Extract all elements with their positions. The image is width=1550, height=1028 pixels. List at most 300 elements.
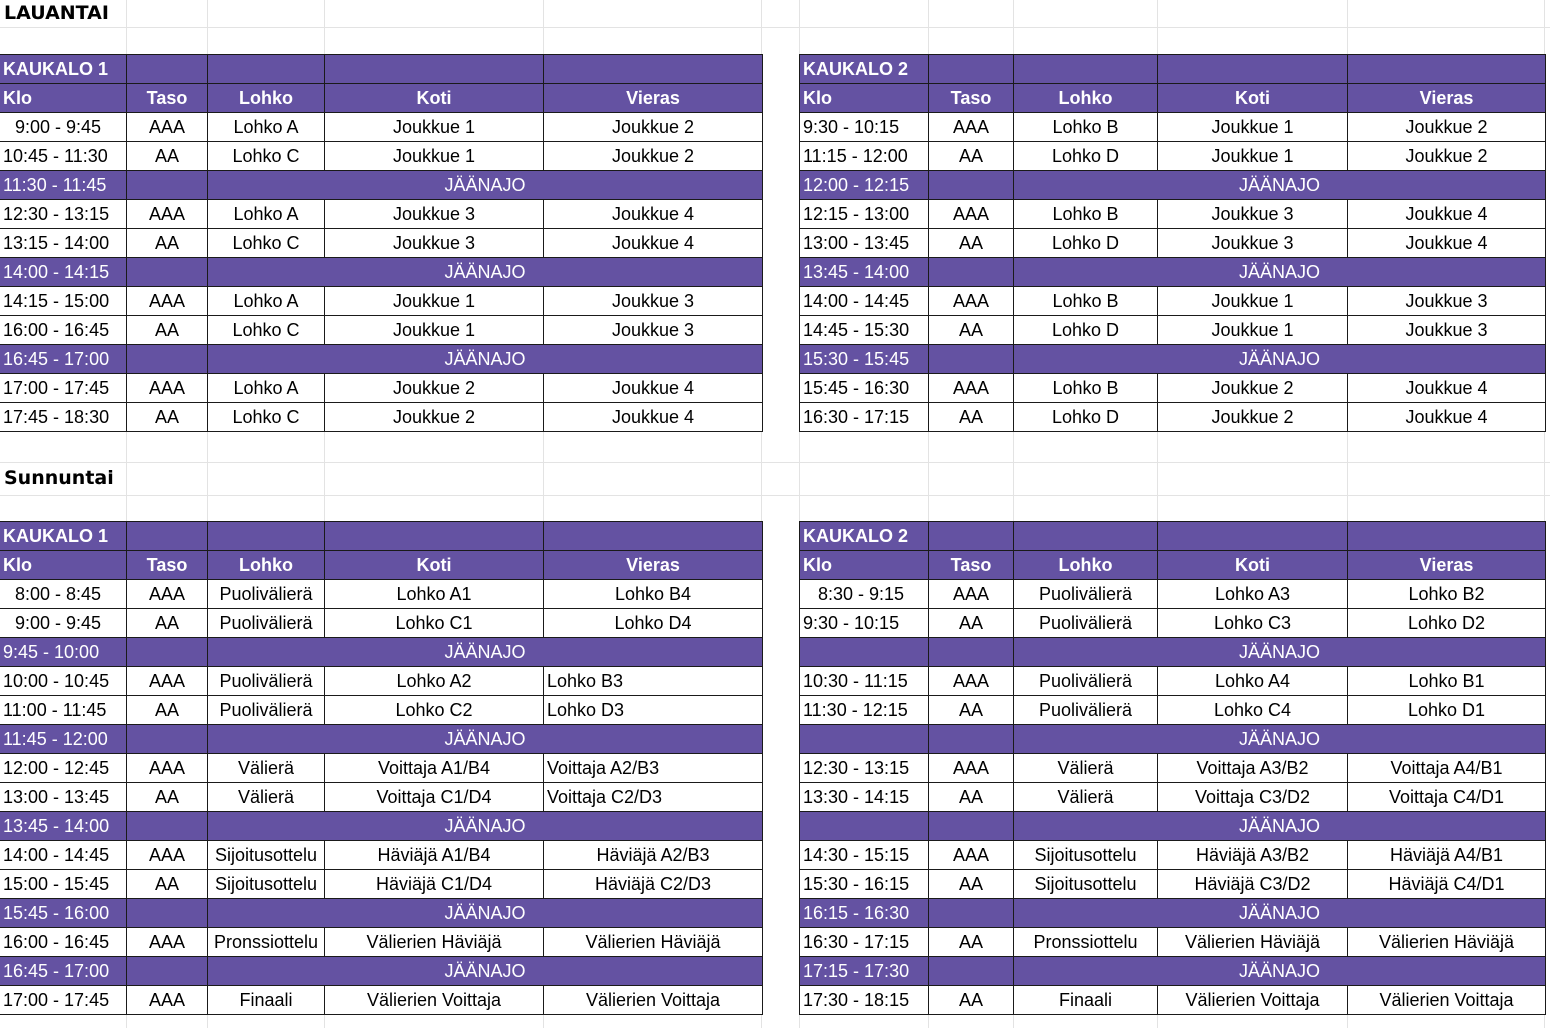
group-cell[interactable]: Lohko C bbox=[208, 403, 325, 432]
home-team-cell[interactable]: Joukkue 3 bbox=[1158, 229, 1348, 258]
resurfacing-label[interactable]: JÄÄNAJO bbox=[1014, 725, 1546, 754]
home-team-cell[interactable]: Joukkue 2 bbox=[1158, 374, 1348, 403]
group-cell[interactable]: Puolivälierä bbox=[1014, 667, 1158, 696]
home-team-cell[interactable]: Välierien Voittaja bbox=[325, 986, 544, 1015]
home-team-cell[interactable]: Joukkue 3 bbox=[325, 229, 544, 258]
empty-cell[interactable] bbox=[127, 725, 208, 754]
away-team-cell[interactable]: Voittaja A4/B1 bbox=[1348, 754, 1546, 783]
saturday-rink1-table bbox=[0, 54, 763, 432]
home-team-cell[interactable]: Välierien Voittaja bbox=[1158, 986, 1348, 1015]
match-row bbox=[0, 200, 763, 229]
away-team-cell[interactable]: Joukkue 2 bbox=[544, 142, 763, 171]
group-cell[interactable]: Välierä bbox=[208, 754, 325, 783]
level-cell[interactable]: AAA bbox=[929, 200, 1014, 229]
header-vieras[interactable]: Vieras bbox=[1348, 84, 1546, 113]
away-team-cell[interactable]: Joukkue 4 bbox=[544, 229, 763, 258]
resurfacing-label[interactable]: JÄÄNAJO bbox=[1014, 899, 1546, 928]
away-team-cell[interactable]: Välierien Häviäjä bbox=[1348, 928, 1546, 957]
level-cell[interactable]: AA bbox=[929, 403, 1014, 432]
away-team-cell[interactable]: Joukkue 3 bbox=[1348, 287, 1546, 316]
level-cell[interactable]: AAA bbox=[929, 374, 1014, 403]
grid-line bbox=[0, 462, 1550, 463]
group-cell[interactable]: Välierä bbox=[1014, 783, 1158, 812]
match-row bbox=[0, 870, 763, 899]
level-cell[interactable]: AAA bbox=[127, 200, 208, 229]
home-team-cell[interactable]: Joukkue 1 bbox=[325, 113, 544, 142]
away-team-cell[interactable]: Joukkue 2 bbox=[1348, 113, 1546, 142]
header-klo[interactable]: Klo bbox=[0, 551, 127, 580]
empty-header-cell[interactable] bbox=[544, 55, 763, 84]
home-team-cell[interactable]: Häviäjä C1/D4 bbox=[325, 870, 544, 899]
time-cell[interactable]: 14:00 - 14:15 bbox=[0, 258, 127, 287]
level-cell[interactable]: AA bbox=[127, 609, 208, 638]
away-team-cell[interactable]: Voittaja C2/D3 bbox=[544, 783, 763, 812]
time-cell[interactable]: 11:15 - 12:00 bbox=[800, 142, 929, 171]
empty-header-cell[interactable] bbox=[208, 522, 325, 551]
time-cell[interactable]: 15:30 - 15:45 bbox=[800, 345, 929, 374]
header-taso[interactable]: Taso bbox=[127, 551, 208, 580]
grid-line bbox=[0, 495, 1550, 496]
away-team-cell[interactable]: Häviäjä C4/D1 bbox=[1348, 870, 1546, 899]
header-koti[interactable]: Koti bbox=[325, 551, 544, 580]
group-cell[interactable]: Puolivälierä bbox=[1014, 696, 1158, 725]
home-team-cell[interactable]: Joukkue 3 bbox=[1158, 200, 1348, 229]
time-cell[interactable]: 12:30 - 13:15 bbox=[0, 200, 127, 229]
rink-name-cell[interactable]: KAUKALO 2 bbox=[800, 55, 929, 84]
rink-name-row bbox=[800, 55, 1546, 84]
ice-resurfacing-row bbox=[0, 899, 763, 928]
level-cell[interactable]: AA bbox=[929, 609, 1014, 638]
home-team-cell[interactable]: Lohko C1 bbox=[325, 609, 544, 638]
time-cell[interactable] bbox=[800, 725, 929, 754]
match-row bbox=[800, 754, 1546, 783]
time-cell[interactable]: 13:45 - 14:00 bbox=[800, 258, 929, 287]
header-lohko[interactable]: Lohko bbox=[208, 84, 325, 113]
time-cell[interactable]: 10:30 - 11:15 bbox=[800, 667, 929, 696]
group-cell[interactable]: Lohko B bbox=[1014, 113, 1158, 142]
home-team-cell[interactable]: Välierien Häviäjä bbox=[325, 928, 544, 957]
level-cell[interactable]: AAA bbox=[929, 667, 1014, 696]
level-cell[interactable]: AAA bbox=[127, 928, 208, 957]
time-cell[interactable]: 9:00 - 9:45 bbox=[0, 113, 127, 142]
group-cell[interactable]: Välierä bbox=[1014, 754, 1158, 783]
level-cell[interactable]: AA bbox=[127, 696, 208, 725]
time-cell[interactable]: 14:45 - 15:30 bbox=[800, 316, 929, 345]
level-cell[interactable]: AAA bbox=[127, 113, 208, 142]
group-cell[interactable]: Puolivälierä bbox=[208, 580, 325, 609]
away-team-cell[interactable]: Joukkue 3 bbox=[1348, 316, 1546, 345]
resurfacing-label[interactable]: JÄÄNAJO bbox=[208, 258, 763, 287]
resurfacing-label[interactable]: JÄÄNAJO bbox=[1014, 171, 1546, 200]
home-team-cell[interactable]: Joukkue 3 bbox=[325, 200, 544, 229]
group-cell[interactable]: Pronssiottelu bbox=[1014, 928, 1158, 957]
home-team-cell[interactable]: Voittaja C1/D4 bbox=[325, 783, 544, 812]
time-cell[interactable]: 13:15 - 14:00 bbox=[0, 229, 127, 258]
empty-header-cell[interactable] bbox=[208, 55, 325, 84]
ice-resurfacing-row bbox=[0, 957, 763, 986]
home-team-cell[interactable]: Häviäjä A1/B4 bbox=[325, 841, 544, 870]
time-cell[interactable]: 9:30 - 10:15 bbox=[800, 609, 929, 638]
time-cell[interactable]: 13:00 - 13:45 bbox=[800, 229, 929, 258]
match-row bbox=[0, 783, 763, 812]
away-team-cell[interactable]: Joukkue 2 bbox=[544, 113, 763, 142]
match-row bbox=[0, 287, 763, 316]
header-vieras[interactable]: Vieras bbox=[544, 84, 763, 113]
empty-cell[interactable] bbox=[929, 345, 1014, 374]
away-team-cell[interactable]: Joukkue 4 bbox=[1348, 403, 1546, 432]
home-team-cell[interactable]: Häviäjä A3/B2 bbox=[1158, 841, 1348, 870]
header-taso[interactable]: Taso bbox=[127, 84, 208, 113]
time-cell[interactable]: 14:30 - 15:15 bbox=[800, 841, 929, 870]
away-team-cell[interactable]: Häviäjä A2/B3 bbox=[544, 841, 763, 870]
header-lohko[interactable]: Lohko bbox=[208, 551, 325, 580]
empty-header-cell[interactable] bbox=[929, 522, 1014, 551]
home-team-cell[interactable]: Voittaja A3/B2 bbox=[1158, 754, 1348, 783]
match-row bbox=[0, 696, 763, 725]
header-vieras[interactable]: Vieras bbox=[1348, 551, 1546, 580]
away-team-cell[interactable]: Välierien Voittaja bbox=[1348, 986, 1546, 1015]
empty-header-cell[interactable] bbox=[544, 522, 763, 551]
level-cell[interactable]: AA bbox=[929, 142, 1014, 171]
time-cell[interactable]: 12:30 - 13:15 bbox=[800, 754, 929, 783]
rink-name-cell[interactable]: KAUKALO 1 bbox=[0, 522, 127, 551]
header-taso[interactable]: Taso bbox=[929, 84, 1014, 113]
group-cell[interactable]: Pronssiottelu bbox=[208, 928, 325, 957]
home-team-cell[interactable]: Lohko C4 bbox=[1158, 696, 1348, 725]
level-cell[interactable]: AAA bbox=[929, 841, 1014, 870]
level-cell[interactable]: AAA bbox=[127, 841, 208, 870]
time-cell[interactable]: 9:00 - 9:45 bbox=[0, 609, 127, 638]
empty-cell[interactable] bbox=[929, 171, 1014, 200]
group-cell[interactable]: Sijoitusottelu bbox=[1014, 870, 1158, 899]
group-cell[interactable]: Lohko D bbox=[1014, 229, 1158, 258]
group-cell[interactable]: Lohko B bbox=[1014, 374, 1158, 403]
away-team-cell[interactable]: Lohko B4 bbox=[544, 580, 763, 609]
group-cell[interactable]: Finaali bbox=[208, 986, 325, 1015]
group-cell[interactable]: Puolivälierä bbox=[1014, 609, 1158, 638]
group-cell[interactable]: Sijoitusottelu bbox=[208, 870, 325, 899]
away-team-cell[interactable]: Lohko D1 bbox=[1348, 696, 1546, 725]
home-team-cell[interactable]: Joukkue 1 bbox=[1158, 113, 1348, 142]
level-cell[interactable]: AAA bbox=[929, 113, 1014, 142]
away-team-cell[interactable]: Joukkue 4 bbox=[1348, 374, 1546, 403]
group-cell[interactable]: Lohko A bbox=[208, 374, 325, 403]
rink-name-cell[interactable]: KAUKALO 1 bbox=[0, 55, 127, 84]
match-row bbox=[800, 986, 1546, 1015]
away-team-cell[interactable]: Lohko D3 bbox=[544, 696, 763, 725]
empty-header-cell[interactable] bbox=[325, 522, 544, 551]
level-cell[interactable]: AAA bbox=[127, 754, 208, 783]
group-cell[interactable]: Lohko D bbox=[1014, 142, 1158, 171]
ice-resurfacing-row bbox=[800, 812, 1546, 841]
column-header-row bbox=[0, 84, 763, 113]
resurfacing-label[interactable]: JÄÄNAJO bbox=[208, 812, 763, 841]
resurfacing-label[interactable]: JÄÄNAJO bbox=[208, 899, 763, 928]
header-taso[interactable]: Taso bbox=[929, 551, 1014, 580]
away-team-cell[interactable]: Häviäjä A4/B1 bbox=[1348, 841, 1546, 870]
group-cell[interactable]: Lohko C bbox=[208, 316, 325, 345]
resurfacing-label[interactable]: JÄÄNAJO bbox=[208, 345, 763, 374]
empty-cell[interactable] bbox=[929, 899, 1014, 928]
empty-header-cell[interactable] bbox=[1158, 522, 1348, 551]
home-team-cell[interactable]: Häviäjä C3/D2 bbox=[1158, 870, 1348, 899]
away-team-cell[interactable]: Joukkue 4 bbox=[544, 403, 763, 432]
away-team-cell[interactable]: Välierien Voittaja bbox=[544, 986, 763, 1015]
ice-resurfacing-row bbox=[0, 638, 763, 667]
home-team-cell[interactable]: Joukkue 1 bbox=[325, 287, 544, 316]
empty-header-cell[interactable] bbox=[1014, 522, 1158, 551]
level-cell[interactable]: AA bbox=[929, 316, 1014, 345]
match-row bbox=[800, 142, 1546, 171]
time-cell[interactable]: 14:00 - 14:45 bbox=[0, 841, 127, 870]
time-cell[interactable] bbox=[800, 812, 929, 841]
time-cell[interactable]: 13:45 - 14:00 bbox=[0, 812, 127, 841]
empty-header-cell[interactable] bbox=[1348, 55, 1546, 84]
header-klo[interactable]: Klo bbox=[800, 551, 929, 580]
ice-resurfacing-row bbox=[800, 171, 1546, 200]
time-cell[interactable]: 12:00 - 12:15 bbox=[800, 171, 929, 200]
time-cell[interactable]: 17:15 - 17:30 bbox=[800, 957, 929, 986]
time-cell[interactable]: 17:00 - 17:45 bbox=[0, 986, 127, 1015]
empty-cell[interactable] bbox=[929, 638, 1014, 667]
time-cell[interactable]: 12:00 - 12:45 bbox=[0, 754, 127, 783]
header-lohko[interactable]: Lohko bbox=[1014, 84, 1158, 113]
ice-resurfacing-row bbox=[0, 258, 763, 287]
empty-header-cell[interactable] bbox=[127, 522, 208, 551]
match-row bbox=[800, 113, 1546, 142]
header-lohko[interactable]: Lohko bbox=[1014, 551, 1158, 580]
empty-cell[interactable] bbox=[929, 812, 1014, 841]
level-cell[interactable]: AA bbox=[127, 783, 208, 812]
time-cell[interactable]: 14:00 - 14:45 bbox=[800, 287, 929, 316]
time-cell[interactable]: 11:45 - 12:00 bbox=[0, 725, 127, 754]
home-team-cell[interactable]: Joukkue 2 bbox=[325, 374, 544, 403]
home-team-cell[interactable]: Lohko C2 bbox=[325, 696, 544, 725]
level-cell[interactable]: AA bbox=[127, 142, 208, 171]
group-cell[interactable]: Finaali bbox=[1014, 986, 1158, 1015]
level-cell[interactable]: AA bbox=[929, 696, 1014, 725]
level-cell[interactable]: AAA bbox=[929, 287, 1014, 316]
time-cell[interactable]: 11:30 - 11:45 bbox=[0, 171, 127, 200]
home-team-cell[interactable]: Lohko A2 bbox=[325, 667, 544, 696]
empty-cell[interactable] bbox=[127, 171, 208, 200]
group-cell[interactable]: Lohko B bbox=[1014, 287, 1158, 316]
group-cell[interactable]: Lohko D bbox=[1014, 403, 1158, 432]
resurfacing-label[interactable]: JÄÄNAJO bbox=[1014, 957, 1546, 986]
away-team-cell[interactable]: Joukkue 3 bbox=[544, 316, 763, 345]
time-cell[interactable]: 15:00 - 15:45 bbox=[0, 870, 127, 899]
time-cell[interactable]: 9:30 - 10:15 bbox=[800, 113, 929, 142]
level-cell[interactable]: AA bbox=[127, 316, 208, 345]
away-team-cell[interactable]: Voittaja A2/B3 bbox=[544, 754, 763, 783]
level-cell[interactable]: AA bbox=[127, 229, 208, 258]
away-team-cell[interactable]: Välierien Häviäjä bbox=[544, 928, 763, 957]
time-cell[interactable]: 15:45 - 16:30 bbox=[800, 374, 929, 403]
away-team-cell[interactable]: Lohko B1 bbox=[1348, 667, 1546, 696]
away-team-cell[interactable]: Häviäjä C2/D3 bbox=[544, 870, 763, 899]
ice-resurfacing-row bbox=[0, 725, 763, 754]
away-team-cell[interactable]: Joukkue 4 bbox=[544, 200, 763, 229]
match-row bbox=[800, 200, 1546, 229]
level-cell[interactable]: AAA bbox=[127, 986, 208, 1015]
saturday-rink2-table bbox=[799, 54, 1546, 432]
group-cell[interactable]: Sijoitusottelu bbox=[1014, 841, 1158, 870]
home-team-cell[interactable]: Lohko C3 bbox=[1158, 609, 1348, 638]
empty-cell[interactable] bbox=[929, 725, 1014, 754]
time-cell[interactable]: 16:00 - 16:45 bbox=[0, 316, 127, 345]
home-team-cell[interactable]: Lohko A1 bbox=[325, 580, 544, 609]
time-cell[interactable]: 16:00 - 16:45 bbox=[0, 928, 127, 957]
home-team-cell[interactable]: Joukkue 2 bbox=[1158, 403, 1348, 432]
away-team-cell[interactable]: Lohko D4 bbox=[544, 609, 763, 638]
away-team-cell[interactable]: Joukkue 2 bbox=[1348, 142, 1546, 171]
empty-cell[interactable] bbox=[929, 957, 1014, 986]
empty-cell[interactable] bbox=[127, 638, 208, 667]
ice-resurfacing-row bbox=[800, 899, 1546, 928]
level-cell[interactable]: AA bbox=[929, 928, 1014, 957]
match-row bbox=[800, 783, 1546, 812]
empty-header-cell[interactable] bbox=[1014, 55, 1158, 84]
time-cell[interactable]: 13:00 - 13:45 bbox=[0, 783, 127, 812]
header-koti[interactable]: Koti bbox=[1158, 84, 1348, 113]
time-cell[interactable]: 14:15 - 15:00 bbox=[0, 287, 127, 316]
away-team-cell[interactable]: Lohko B3 bbox=[544, 667, 763, 696]
away-team-cell[interactable]: Lohko B2 bbox=[1348, 580, 1546, 609]
away-team-cell[interactable]: Joukkue 4 bbox=[544, 374, 763, 403]
time-cell[interactable]: 16:15 - 16:30 bbox=[800, 899, 929, 928]
match-row bbox=[0, 113, 763, 142]
time-cell[interactable]: 17:00 - 17:45 bbox=[0, 374, 127, 403]
match-row bbox=[800, 667, 1546, 696]
header-koti[interactable]: Koti bbox=[1158, 551, 1348, 580]
group-cell[interactable]: Lohko B bbox=[1014, 200, 1158, 229]
match-row bbox=[0, 316, 763, 345]
group-cell[interactable]: Puolivälierä bbox=[208, 609, 325, 638]
header-koti[interactable]: Koti bbox=[325, 84, 544, 113]
home-team-cell[interactable]: Joukkue 1 bbox=[325, 142, 544, 171]
level-cell[interactable]: AAA bbox=[127, 374, 208, 403]
level-cell[interactable]: AA bbox=[929, 229, 1014, 258]
level-cell[interactable]: AAA bbox=[929, 580, 1014, 609]
time-cell[interactable]: 11:30 - 12:15 bbox=[800, 696, 929, 725]
group-cell[interactable]: Lohko C bbox=[208, 142, 325, 171]
group-cell[interactable]: Lohko A bbox=[208, 113, 325, 142]
empty-header-cell[interactable] bbox=[1348, 522, 1546, 551]
header-klo[interactable]: Klo bbox=[0, 84, 127, 113]
empty-header-cell[interactable] bbox=[325, 55, 544, 84]
resurfacing-label[interactable]: JÄÄNAJO bbox=[208, 957, 763, 986]
empty-cell[interactable] bbox=[127, 899, 208, 928]
empty-cell[interactable] bbox=[127, 812, 208, 841]
empty-cell[interactable] bbox=[127, 258, 208, 287]
group-cell[interactable]: Sijoitusottelu bbox=[208, 841, 325, 870]
home-team-cell[interactable]: Joukkue 1 bbox=[1158, 142, 1348, 171]
header-klo[interactable]: Klo bbox=[800, 84, 929, 113]
empty-header-cell[interactable] bbox=[127, 55, 208, 84]
resurfacing-label[interactable]: JÄÄNAJO bbox=[208, 725, 763, 754]
level-cell[interactable]: AAA bbox=[929, 754, 1014, 783]
resurfacing-label[interactable]: JÄÄNAJO bbox=[208, 171, 763, 200]
group-cell[interactable]: Lohko C bbox=[208, 229, 325, 258]
time-cell[interactable]: 8:30 - 9:15 bbox=[800, 580, 929, 609]
time-cell[interactable]: 10:00 - 10:45 bbox=[0, 667, 127, 696]
home-team-cell[interactable]: Joukkue 1 bbox=[1158, 316, 1348, 345]
level-cell[interactable]: AAA bbox=[127, 287, 208, 316]
time-cell[interactable]: 12:15 - 13:00 bbox=[800, 200, 929, 229]
match-row bbox=[0, 142, 763, 171]
time-cell[interactable]: 15:30 - 16:15 bbox=[800, 870, 929, 899]
home-team-cell[interactable]: Lohko A3 bbox=[1158, 580, 1348, 609]
time-cell[interactable]: 13:30 - 14:15 bbox=[800, 783, 929, 812]
rink-name-cell[interactable]: KAUKALO 2 bbox=[800, 522, 929, 551]
time-cell[interactable]: 16:30 - 17:15 bbox=[800, 403, 929, 432]
time-cell[interactable]: 16:45 - 17:00 bbox=[0, 957, 127, 986]
away-team-cell[interactable]: Joukkue 3 bbox=[544, 287, 763, 316]
level-cell[interactable]: AA bbox=[929, 783, 1014, 812]
group-cell[interactable]: Lohko A bbox=[208, 200, 325, 229]
time-cell[interactable]: 9:45 - 10:00 bbox=[0, 638, 127, 667]
time-cell[interactable]: 17:30 - 18:15 bbox=[800, 986, 929, 1015]
time-cell[interactable] bbox=[800, 638, 929, 667]
group-cell[interactable]: Puolivälierä bbox=[208, 667, 325, 696]
level-cell[interactable]: AAA bbox=[127, 580, 208, 609]
away-team-cell[interactable]: Joukkue 4 bbox=[1348, 200, 1546, 229]
resurfacing-label[interactable]: JÄÄNAJO bbox=[1014, 812, 1546, 841]
away-team-cell[interactable]: Joukkue 4 bbox=[1348, 229, 1546, 258]
group-cell[interactable]: Lohko A bbox=[208, 287, 325, 316]
group-cell[interactable]: Lohko D bbox=[1014, 316, 1158, 345]
empty-header-cell[interactable] bbox=[1158, 55, 1348, 84]
away-team-cell[interactable]: Voittaja C4/D1 bbox=[1348, 783, 1546, 812]
empty-cell[interactable] bbox=[127, 957, 208, 986]
level-cell[interactable]: AA bbox=[929, 870, 1014, 899]
time-cell[interactable]: 16:45 - 17:00 bbox=[0, 345, 127, 374]
home-team-cell[interactable]: Lohko A4 bbox=[1158, 667, 1348, 696]
level-cell[interactable]: AA bbox=[127, 870, 208, 899]
time-cell[interactable]: 11:00 - 11:45 bbox=[0, 696, 127, 725]
home-team-cell[interactable]: Joukkue 2 bbox=[325, 403, 544, 432]
match-row bbox=[0, 841, 763, 870]
away-team-cell[interactable]: Lohko D2 bbox=[1348, 609, 1546, 638]
resurfacing-label[interactable]: JÄÄNAJO bbox=[1014, 638, 1546, 667]
level-cell[interactable]: AA bbox=[127, 403, 208, 432]
empty-cell[interactable] bbox=[127, 345, 208, 374]
group-cell[interactable]: Puolivälierä bbox=[1014, 580, 1158, 609]
time-cell[interactable]: 15:45 - 16:00 bbox=[0, 899, 127, 928]
time-cell[interactable]: 10:45 - 11:30 bbox=[0, 142, 127, 171]
home-team-cell[interactable]: Joukkue 1 bbox=[325, 316, 544, 345]
match-row bbox=[0, 374, 763, 403]
header-vieras[interactable]: Vieras bbox=[544, 551, 763, 580]
time-cell[interactable]: 8:00 - 8:45 bbox=[0, 580, 127, 609]
group-cell[interactable]: Puolivälierä bbox=[208, 696, 325, 725]
home-team-cell[interactable]: Voittaja C3/D2 bbox=[1158, 783, 1348, 812]
time-cell[interactable]: 16:30 - 17:15 bbox=[800, 928, 929, 957]
level-cell[interactable]: AA bbox=[929, 986, 1014, 1015]
home-team-cell[interactable]: Välierien Häviäjä bbox=[1158, 928, 1348, 957]
resurfacing-label[interactable]: JÄÄNAJO bbox=[208, 638, 763, 667]
group-cell[interactable]: Välierä bbox=[208, 783, 325, 812]
resurfacing-label[interactable]: JÄÄNAJO bbox=[1014, 345, 1546, 374]
home-team-cell[interactable]: Voittaja A1/B4 bbox=[325, 754, 544, 783]
empty-header-cell[interactable] bbox=[929, 55, 1014, 84]
level-cell[interactable]: AAA bbox=[127, 667, 208, 696]
empty-cell[interactable] bbox=[929, 258, 1014, 287]
home-team-cell[interactable]: Joukkue 1 bbox=[1158, 287, 1348, 316]
match-row bbox=[800, 287, 1546, 316]
resurfacing-label[interactable]: JÄÄNAJO bbox=[1014, 258, 1546, 287]
time-cell[interactable]: 17:45 - 18:30 bbox=[0, 403, 127, 432]
